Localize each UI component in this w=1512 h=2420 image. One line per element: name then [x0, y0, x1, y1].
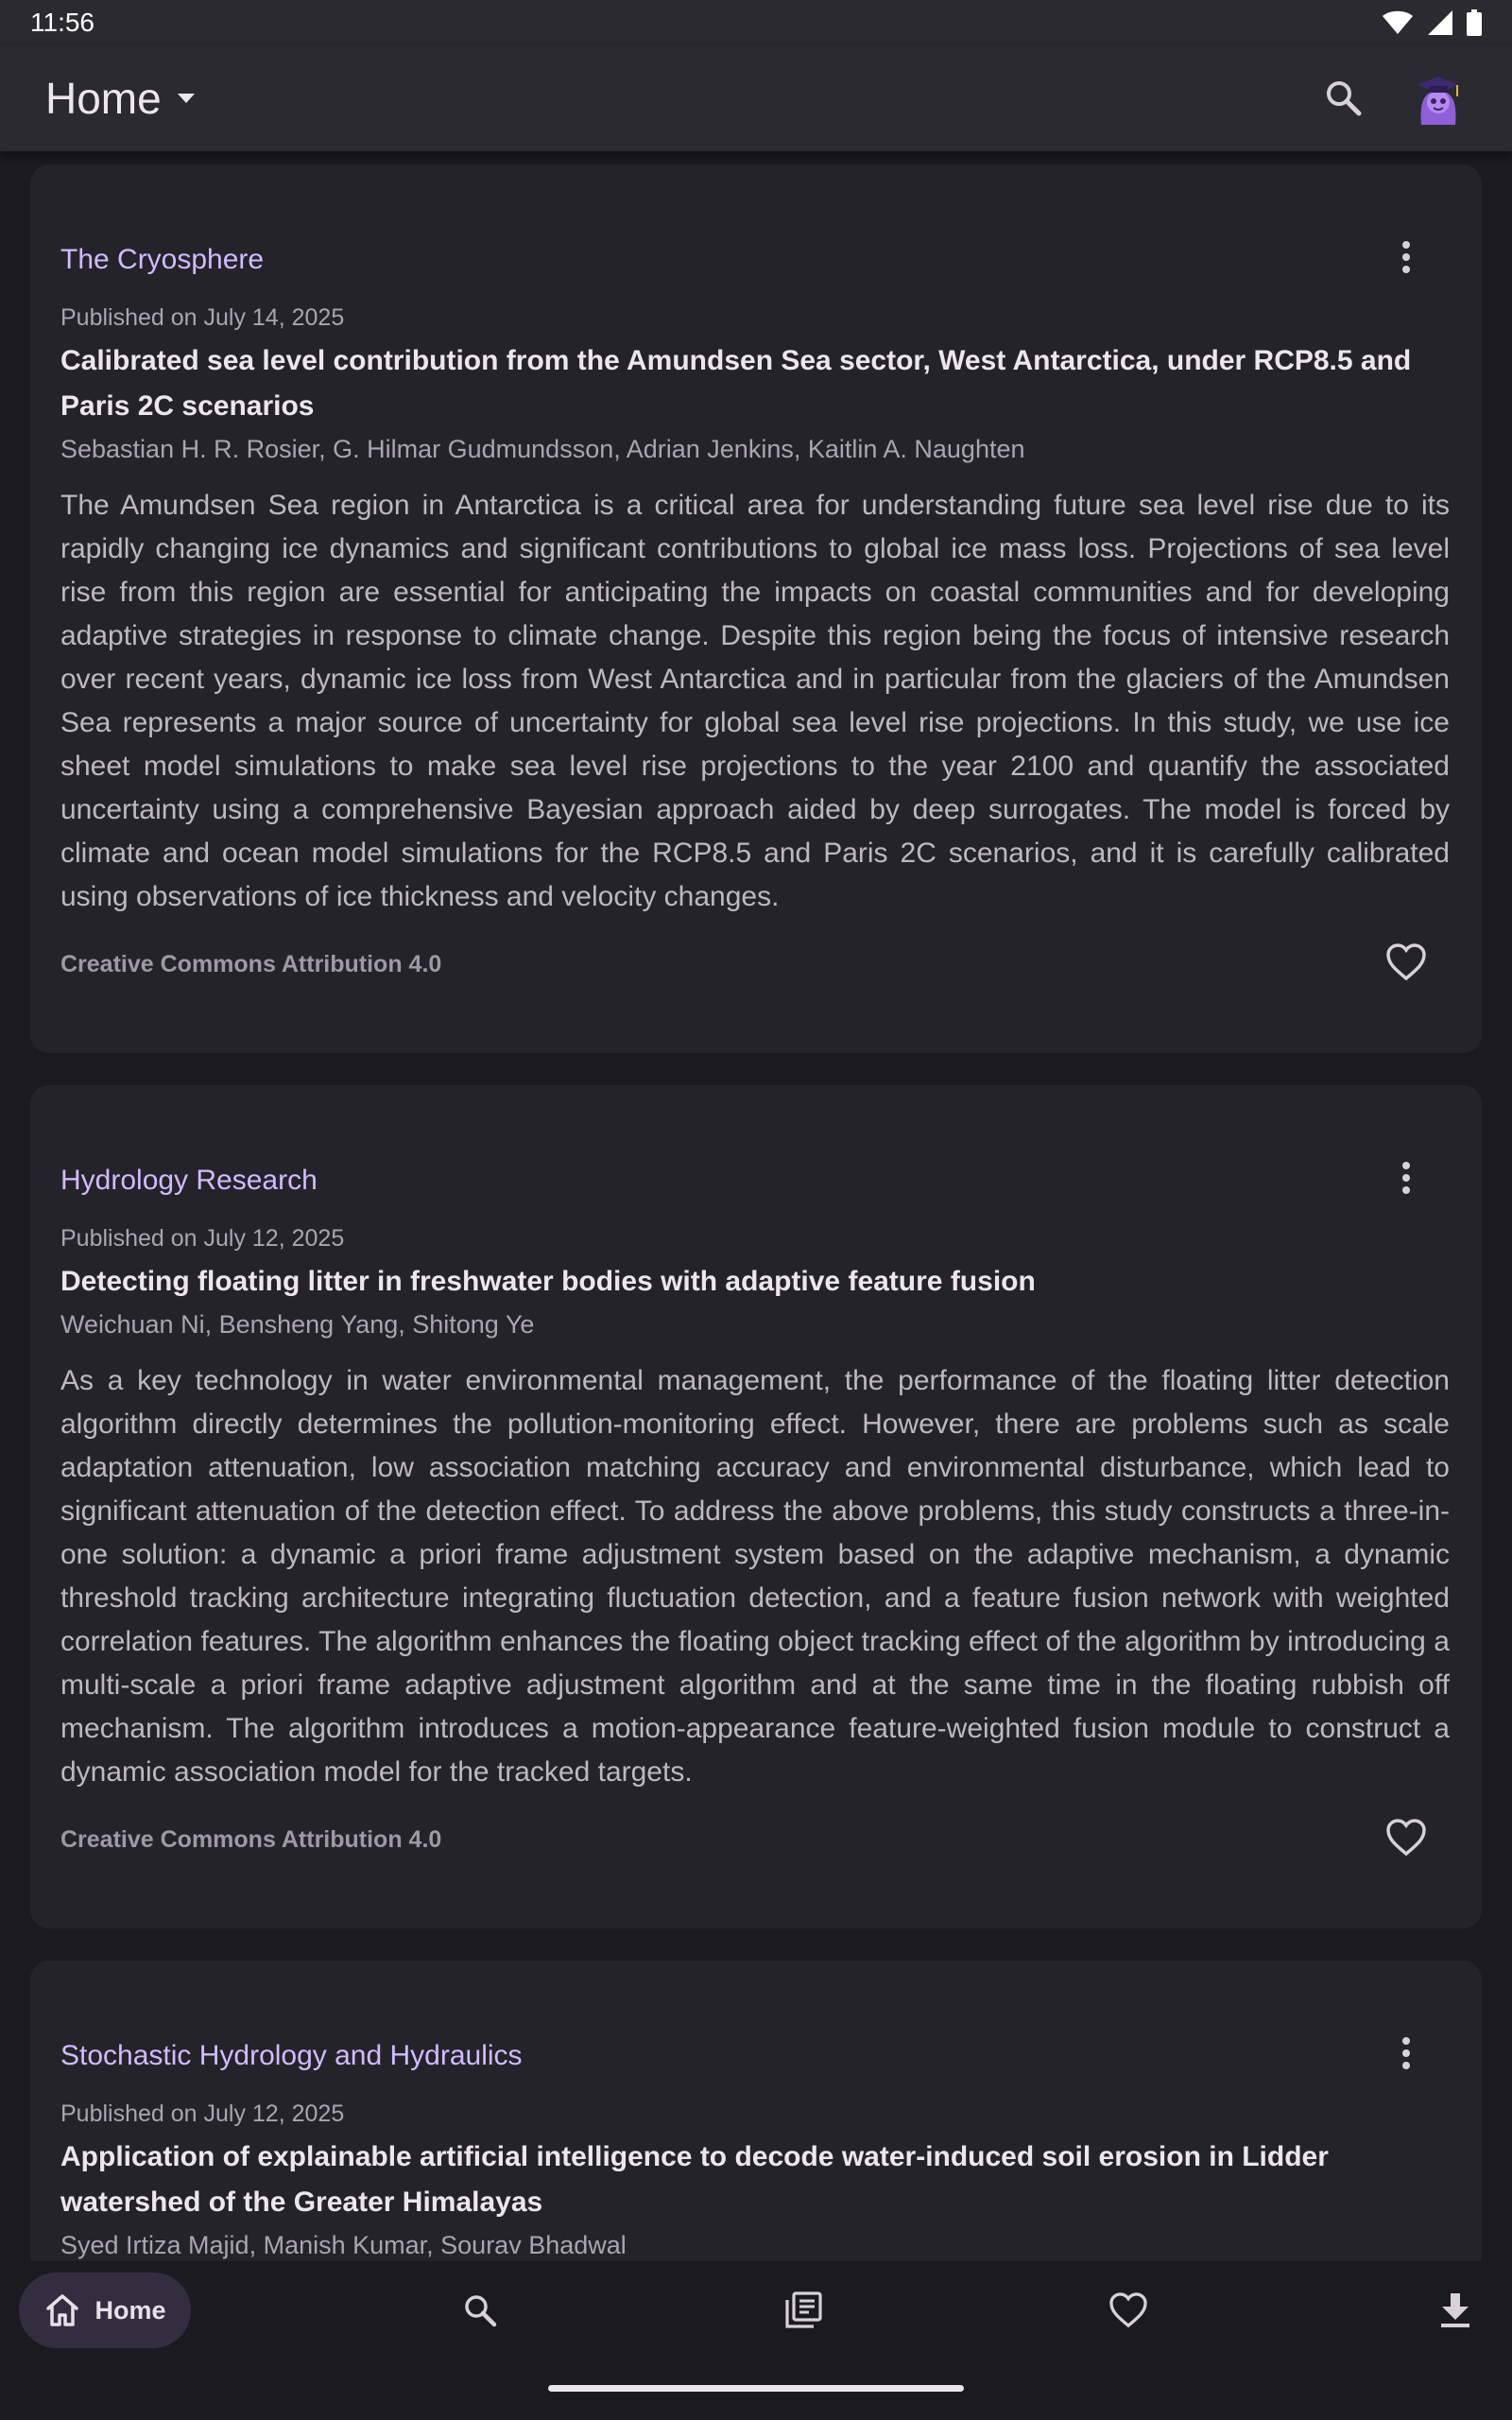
article-abstract: The Amundsen Sea region in Antarctica is a critical area for understanding future sea level rise due to its rapidly changing ice dynamics and significant contributions to global ice mass loss. Projections of sea level rise from this region are essential for anticipating the impacts on coastal communities and for developing adaptive strategies in response to climate change. Despite this region being the focus of intensive research over recent years, dynamic ice loss from West Antarctica and in particular from the glaciers of the Amundsen Sea represents a major source of uncertainty for global sea level rise projections. In this study, we use ice sheet model simulations to make sea level rise projections to the year 2100 and quantify the associated uncertainty using a comprehensive Bayesian approach aided by deep surrogates. The model is forced by climate and ocean model simulations for the RCP8.5 and Paris 2C scenarios, and it is carefully calibrated using observations of ice thickness and velocity changes.	[60, 490, 1450, 912]
published-date: Published on July 14, 2025	[60, 304, 345, 331]
article-title[interactable]: Application of explainable artificial intelligence to decode water-induced soil erosion in Lidder watershed of the Greater Himalayas	[60, 2141, 1329, 2218]
status-time: 11:56	[30, 8, 94, 37]
article-card[interactable]	[30, 164, 1482, 1053]
journal-name[interactable]: Stochastic Hydrology and Hydraulics	[60, 2040, 523, 2071]
article-abstract: As a key technology in water environmental management, the performance of the floating litter detection algorithm directly determines the pollution-monitoring effect. However, there are problems such as scale adaptation attenuation, low association matching accuracy and environmental disturbance, which lead to significant attenuation of the detection effect. To address the above problems, this study constructs a three-in-one solution: a dynamic a priori frame adjustment system based on the adaptive mechanism, a dynamic threshold tracking architecture integrating fluctuation detection, and a feature fusion network with weighted correlation features. The algorithm enhances the floating object tracking effect of the algorithm by introducing a multi-scale a priori frame adaptive adjustment algorithm and at the same time in the floating rubbish off mechanism. The algorithm introduces a motion-appearance feature-weighted fusion module to construct a dynamic association model for the tracked targets.	[60, 1365, 1450, 1788]
nav-downloads[interactable]	[1418, 2273, 1493, 2348]
article-title[interactable]: Calibrated sea level contribution from the Amundsen Sea sector, West Antarctica, under RCP8.5 and Paris 2C scenarios	[60, 345, 1412, 422]
search-icon[interactable]	[1323, 78, 1365, 119]
app-bar-actions	[1323, 70, 1467, 127]
heart-outline-icon	[1385, 943, 1427, 981]
article-authors: Syed Irtiza Majid, Manish Kumar, Sourav Bhadwal	[60, 2231, 627, 2259]
heart-outline-icon	[1385, 1819, 1427, 1857]
status-bar	[0, 0, 1512, 45]
more-options-button[interactable]	[1383, 2031, 1429, 2076]
license-label: Creative Commons Attribution 4.0	[60, 1826, 442, 1853]
nav-home[interactable]	[19, 2273, 191, 2348]
published-date: Published on July 12, 2025	[60, 1225, 345, 1252]
app-bar	[0, 45, 1512, 151]
home-indicator[interactable]	[548, 2385, 964, 2392]
home-icon	[43, 2291, 81, 2329]
favorite-button[interactable]	[1380, 1811, 1433, 1864]
page-title: Home	[45, 74, 162, 123]
home-dropdown[interactable]	[45, 73, 199, 124]
license-label: Creative Commons Attribution 4.0	[60, 951, 442, 977]
library-icon	[783, 2290, 823, 2330]
more-options-button[interactable]	[1383, 234, 1429, 280]
article-card[interactable]	[30, 1961, 1482, 2261]
download-icon	[1438, 2291, 1472, 2329]
nav-home-label: Home	[94, 2295, 166, 2325]
published-date: Published on July 12, 2025	[60, 2100, 345, 2127]
bottom-navigation	[0, 2261, 1512, 2420]
more-vert-icon	[1400, 2036, 1412, 2070]
battery-icon	[1467, 9, 1482, 36]
avatar[interactable]	[1410, 70, 1467, 127]
heart-icon	[1108, 2292, 1148, 2328]
article-authors: Sebastian H. R. Rosier, G. Hilmar Gudmundsson, Adrian Jenkins, Kaitlin A. Naughten	[60, 435, 1025, 463]
scholar-avatar-icon	[1410, 70, 1467, 127]
more-vert-icon	[1400, 1161, 1412, 1195]
journal-name[interactable]: Hydrology Research	[60, 1165, 318, 1196]
favorite-button[interactable]	[1380, 936, 1433, 989]
article-authors: Weichuan Ni, Bensheng Yang, Shitong Ye	[60, 1310, 535, 1339]
status-icons	[1382, 9, 1482, 36]
more-options-button[interactable]	[1383, 1155, 1429, 1201]
nav-search[interactable]	[442, 2273, 518, 2348]
search-icon	[461, 2291, 499, 2329]
feed[interactable]	[0, 151, 1512, 2261]
article-card[interactable]	[30, 1085, 1482, 1928]
journal-name[interactable]: The Cryosphere	[60, 244, 265, 275]
article-title[interactable]: Detecting floating litter in freshwater bodies with adaptive feature fusion	[60, 1266, 1036, 1297]
wifi-icon	[1382, 9, 1414, 36]
signal-icon	[1427, 9, 1453, 36]
nav-favorites[interactable]	[1091, 2273, 1166, 2348]
nav-library[interactable]	[765, 2273, 841, 2348]
more-vert-icon	[1400, 240, 1412, 274]
dropdown-arrow-icon	[173, 85, 199, 112]
